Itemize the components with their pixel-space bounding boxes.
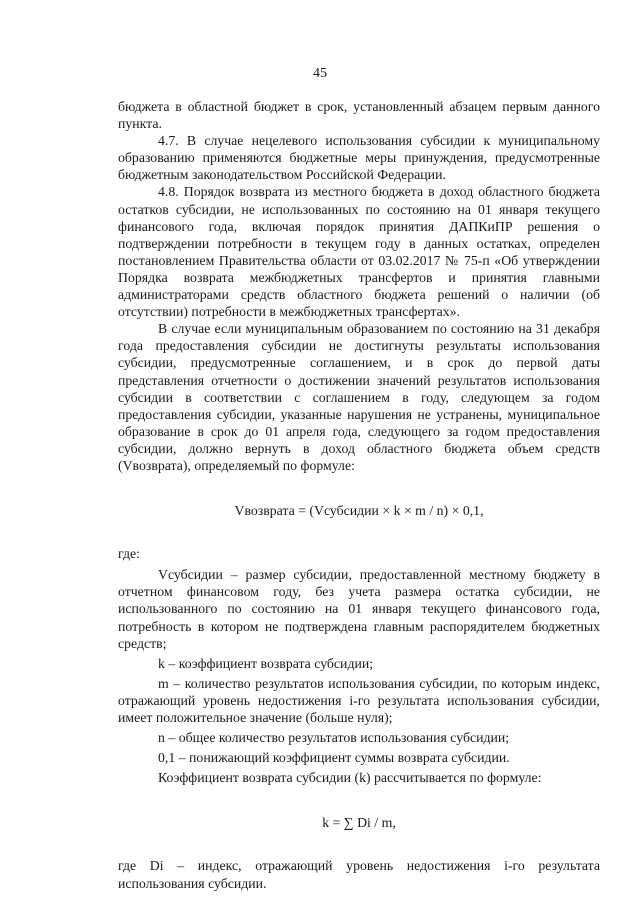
formula-v-return: Vвозврата = (Vсубсидии × k × m / n) × 0,1, — [234, 503, 484, 519]
definition-item: m – количество результатов использования субсидии, по которым индекс, отражающий уровень недостижения i-го результата использования субсидии, имеет положительное значение (больше нуля); — [118, 675, 600, 725]
paragraph: 4.8. Порядок возврата из местного бюджета в доход областного бюджета остатков субсидии, не использованных по состоянию на 01 января текущего финансового года, включая порядок принятия ДАПКиПР решения о подтверждении потребности в текущем году в данных остатках, определен постановлением Правительства области от 03.02.2017 № 75-п «Об утверждении Порядка возврата межбюджетных трансфертов и принятия главными администраторами средств областного бюджета решений о наличии (об отсутствии) потребности в межбюджетных трансфертах». — [118, 184, 600, 320]
page-number: 45 — [313, 66, 327, 81]
document-body — [118, 98, 600, 892]
formula-k: k = ∑ Di / m, — [322, 815, 396, 831]
definition-item: n – общее количество результатов использования субсидии; — [158, 730, 510, 746]
definition-item: 0,1 – понижающий коэффициент суммы возврата субсидии. — [158, 750, 510, 766]
definition-item: Vсубсидии – размер субсидии, предоставленной местному бюджету в отчетном финансовом году, без учета размера остатка субсидии, не использованного по состоянию на 01 января текущего финансового года, потребность в котором не подтверждена главным распорядителем бюджетных средств; — [118, 567, 600, 651]
where-label: где: — [118, 546, 140, 562]
paragraph: бюджета в областной бюджет в срок, установленный абзацем первым данного пункта. — [118, 99, 600, 132]
paragraph: где Di – индекс, отражающий уровень недостижения i-го результата использования субсидии. — [118, 858, 600, 891]
paragraph: Коэффициент возврата субсидии (k) рассчитывается по формуле: — [158, 770, 542, 786]
paragraph: 4.7. В случае нецелевого использования субсидии к муниципальному образованию применяются бюджетные меры принуждения, предусмотренные бюджетным законодательством Российской Федерации. — [118, 133, 600, 183]
definition-item: k – коэффициент возврата субсидии; — [158, 655, 374, 671]
paragraph: В случае если муниципальным образованием по состоянию на 31 декабря года предоставления субсидии не достигнуты результаты использования субсидии, предусмотренные соглашением, и в срок до первой даты представления отчетности о достижении значений результатов использования субсидии в соответствии с соглашением в году, следующем за годом предоставления субсидии, указанные нарушения не устранены, муниципальное образование в срок до 01 апреля года, следующего за годом предоставления субсидии, должно вернуть в доход областного бюджета объем средств (Vвозврата), определяемый по формуле: — [118, 321, 600, 473]
